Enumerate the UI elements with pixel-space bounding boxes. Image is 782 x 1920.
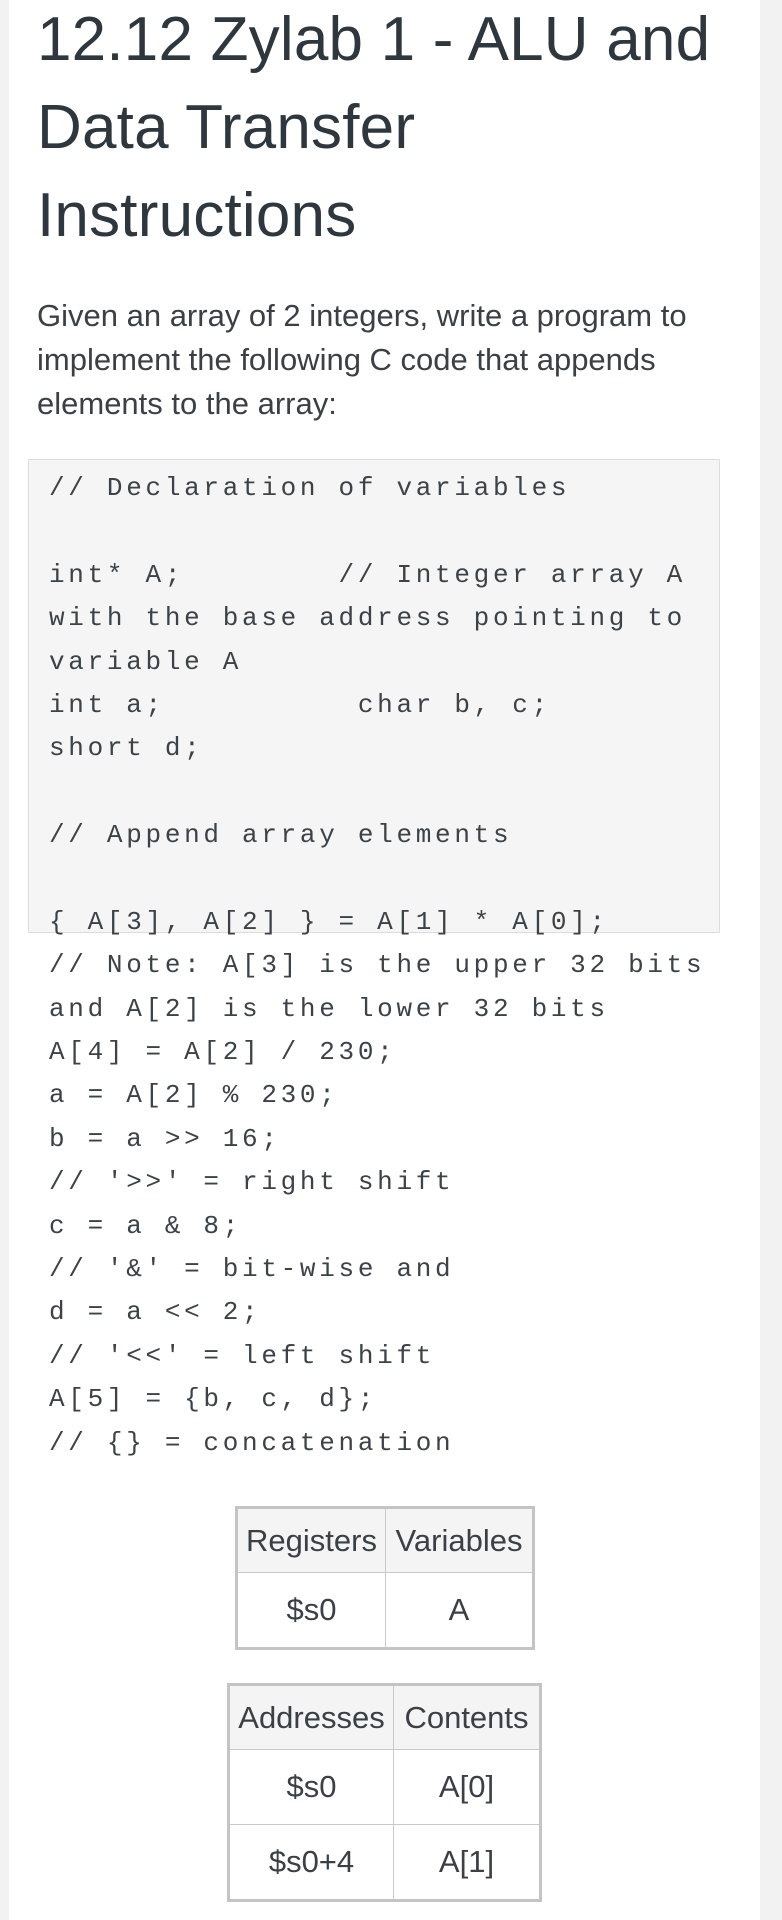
code-line: a = A[2] % 230; bbox=[49, 1080, 339, 1111]
code-line: c = a & 8; bbox=[49, 1210, 243, 1241]
addresses-table bbox=[227, 1683, 542, 1902]
code-line: d = a << 2; bbox=[49, 1297, 262, 1328]
code-line: b = a >> 16; bbox=[49, 1123, 281, 1154]
table-cell: A bbox=[386, 1573, 534, 1649]
code-line: with the base address pointing to bbox=[49, 603, 686, 634]
code-line: A[5] = {b, c, d}; bbox=[49, 1384, 378, 1415]
code-line: // '<<' = left shift bbox=[49, 1340, 436, 1371]
problem-description: Given an array of 2 integers, write a program to implement the following C code that appends elements to the array: bbox=[37, 298, 687, 421]
table-cell: $s0 bbox=[229, 1750, 394, 1825]
code-line: // Append array elements bbox=[49, 820, 513, 851]
table-cell: A[0] bbox=[394, 1750, 541, 1825]
code-line bbox=[49, 510, 705, 553]
code-line: and A[2] is the lower 32 bits bbox=[49, 993, 609, 1024]
table-header-row bbox=[229, 1685, 541, 1750]
table-header-row bbox=[237, 1508, 534, 1573]
code-line: int a; char b, c; bbox=[49, 689, 551, 720]
page-title: 12.12 Zylab 1 - ALU and Data Transfer Instructions bbox=[37, 5, 711, 250]
column-header-addresses: Addresses bbox=[229, 1685, 394, 1750]
code-line: // Declaration of variables bbox=[49, 473, 571, 503]
code-line: // {} = concatenation bbox=[49, 1427, 455, 1458]
code-line bbox=[49, 771, 705, 814]
table-cell: A[1] bbox=[394, 1825, 541, 1901]
column-header-registers: Registers bbox=[237, 1508, 386, 1573]
table-cell: $s0+4 bbox=[229, 1825, 394, 1901]
code-line: short d; bbox=[49, 733, 204, 764]
table-row bbox=[237, 1573, 534, 1649]
column-header-variables: Variables bbox=[386, 1508, 534, 1573]
column-header-contents: Contents bbox=[394, 1685, 541, 1750]
code-line: // Note: A[3] is the upper 32 bits bbox=[49, 950, 706, 981]
table-row bbox=[229, 1750, 541, 1825]
code-line: { A[3], A[2] } = A[1] * A[0]; bbox=[49, 906, 609, 937]
code-line: // '&' = bit-wise and bbox=[49, 1254, 455, 1285]
code-line bbox=[49, 858, 705, 901]
code-line: // '>>' = right shift bbox=[49, 1167, 455, 1198]
code-line: variable A bbox=[49, 646, 243, 677]
table-cell: $s0 bbox=[237, 1573, 386, 1649]
registers-table bbox=[235, 1506, 535, 1650]
code-line: int* A; // Integer array A bbox=[49, 559, 686, 590]
code-line: A[4] = A[2] / 230; bbox=[49, 1037, 397, 1068]
table-row bbox=[229, 1825, 541, 1901]
code-listing bbox=[49, 467, 705, 1465]
